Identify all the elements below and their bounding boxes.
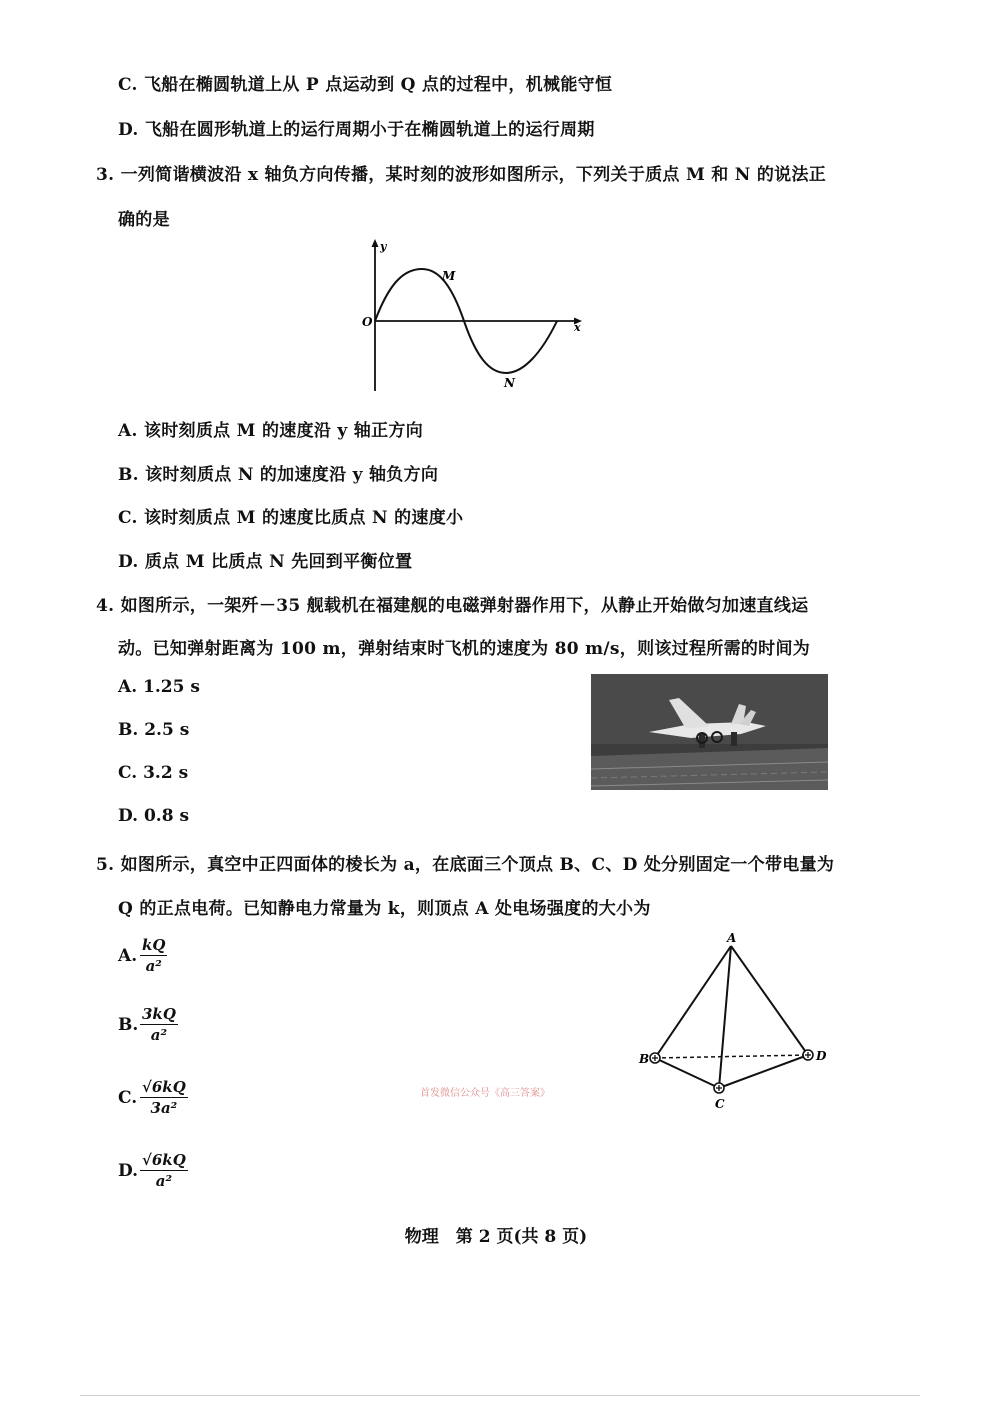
- q5-option-c-letter: C.: [118, 1088, 138, 1108]
- q3-wave-figure: [355, 236, 595, 396]
- charge-d-icon: [803, 1050, 813, 1060]
- q5-option-a-letter: A.: [118, 946, 138, 966]
- q4-option-c: C. 3.2 s: [118, 763, 189, 783]
- q3-option-b: B. 该时刻质点 N 的加速度沿 y 轴负方向: [118, 465, 439, 485]
- edge-ab: [655, 946, 731, 1058]
- edge-bd-hidden: [655, 1055, 808, 1058]
- edge-ad: [731, 946, 808, 1055]
- q5-option-d-denominator: a²: [155, 1172, 173, 1190]
- q3-y-label: y: [380, 240, 387, 253]
- q4-jet-photo: [591, 674, 828, 790]
- q5-option-b-fraction: [140, 1005, 178, 1044]
- vertex-b-label: B: [639, 1052, 650, 1066]
- q5-stem-line1: 5. 如图所示，真空中正四面体的棱长为 a，在底面三个顶点 B、C、D 处分别固定一个带电量为: [96, 855, 835, 875]
- q5-option-c-fraction: [140, 1078, 188, 1117]
- edge-bc: [655, 1058, 719, 1088]
- q5-option-c-denominator: 3a²: [150, 1099, 178, 1117]
- q4-option-a: A. 1.25 s: [118, 677, 200, 697]
- q3-option-a: A. 该时刻质点 M 的速度沿 y 轴正方向: [118, 421, 423, 441]
- bottom-divider: [80, 1395, 920, 1396]
- q3-origin-label: O: [362, 315, 373, 329]
- q3-point-n-label: N: [504, 376, 515, 390]
- q5-option-a-denominator: a²: [145, 957, 162, 975]
- q3-option-d: D. 质点 M 比质点 N 先回到平衡位置: [118, 552, 413, 572]
- q3-x-label: x: [574, 321, 581, 334]
- q5-tetrahedron-figure: [630, 928, 840, 1128]
- q3-stem-line2: 确的是: [118, 210, 170, 230]
- q5-stem-line2: Q 的正点电荷。已知静电力常量为 k，则顶点 A 处电场强度的大小为: [118, 899, 651, 919]
- q5-option-b-letter: B.: [118, 1015, 139, 1035]
- q3-option-c: C. 该时刻质点 M 的速度比质点 N 的速度小: [118, 508, 464, 528]
- q4-option-b: B. 2.5 s: [118, 720, 190, 740]
- q5-option-a-fraction: [140, 936, 167, 975]
- q5-option-a-numerator: kQ: [142, 936, 166, 954]
- q5-option-b-denominator: a²: [150, 1026, 168, 1044]
- vertex-d-label: D: [816, 1049, 827, 1063]
- q2-option-d: D. 飞船在圆形轨道上的运行周期小于在椭圆轨道上的运行周期: [118, 120, 595, 140]
- vertex-c-label: C: [715, 1097, 725, 1111]
- q5-option-d-fraction: [140, 1151, 188, 1190]
- edge-ac: [719, 946, 731, 1088]
- page-footer: 物理 第 2 页(共 8 页): [404, 1227, 588, 1247]
- q3-y-axis-arrow: [372, 239, 379, 247]
- q4-stem-line1: 4. 如图所示，一架歼－35 舰载机在福建舰的电磁弹射器作用下，从静止开始做匀加速直线运: [96, 596, 809, 616]
- q5-option-c-numerator: √6kQ: [142, 1078, 186, 1096]
- q5-option-d-numerator: √6kQ: [142, 1151, 186, 1169]
- charge-b-icon: [650, 1053, 660, 1063]
- q2-option-c: C. 飞船在椭圆轨道上从 P 点运动到 Q 点的过程中，机械能守恒: [118, 75, 613, 95]
- watermark-text: 首发微信公众号《高三答案》: [420, 1088, 550, 1099]
- q5-option-b-numerator: 3kQ: [142, 1005, 176, 1023]
- q3-point-m-label: M: [442, 269, 456, 283]
- q4-stem-line2: 动。已知弹射距离为 100 m，弹射结束时飞机的速度为 80 m/s，则该过程所需的时间为: [118, 639, 811, 659]
- q3-stem-line1: 3. 一列简谐横波沿 x 轴负方向传播，某时刻的波形如图所示，下列关于质点 M 和 N 的说法正: [96, 165, 827, 185]
- charge-c-icon: [714, 1083, 724, 1093]
- vertex-a-label: A: [727, 931, 737, 945]
- q4-option-d: D. 0.8 s: [118, 806, 190, 826]
- edge-cd: [719, 1055, 808, 1088]
- q5-option-d-letter: D.: [118, 1161, 139, 1181]
